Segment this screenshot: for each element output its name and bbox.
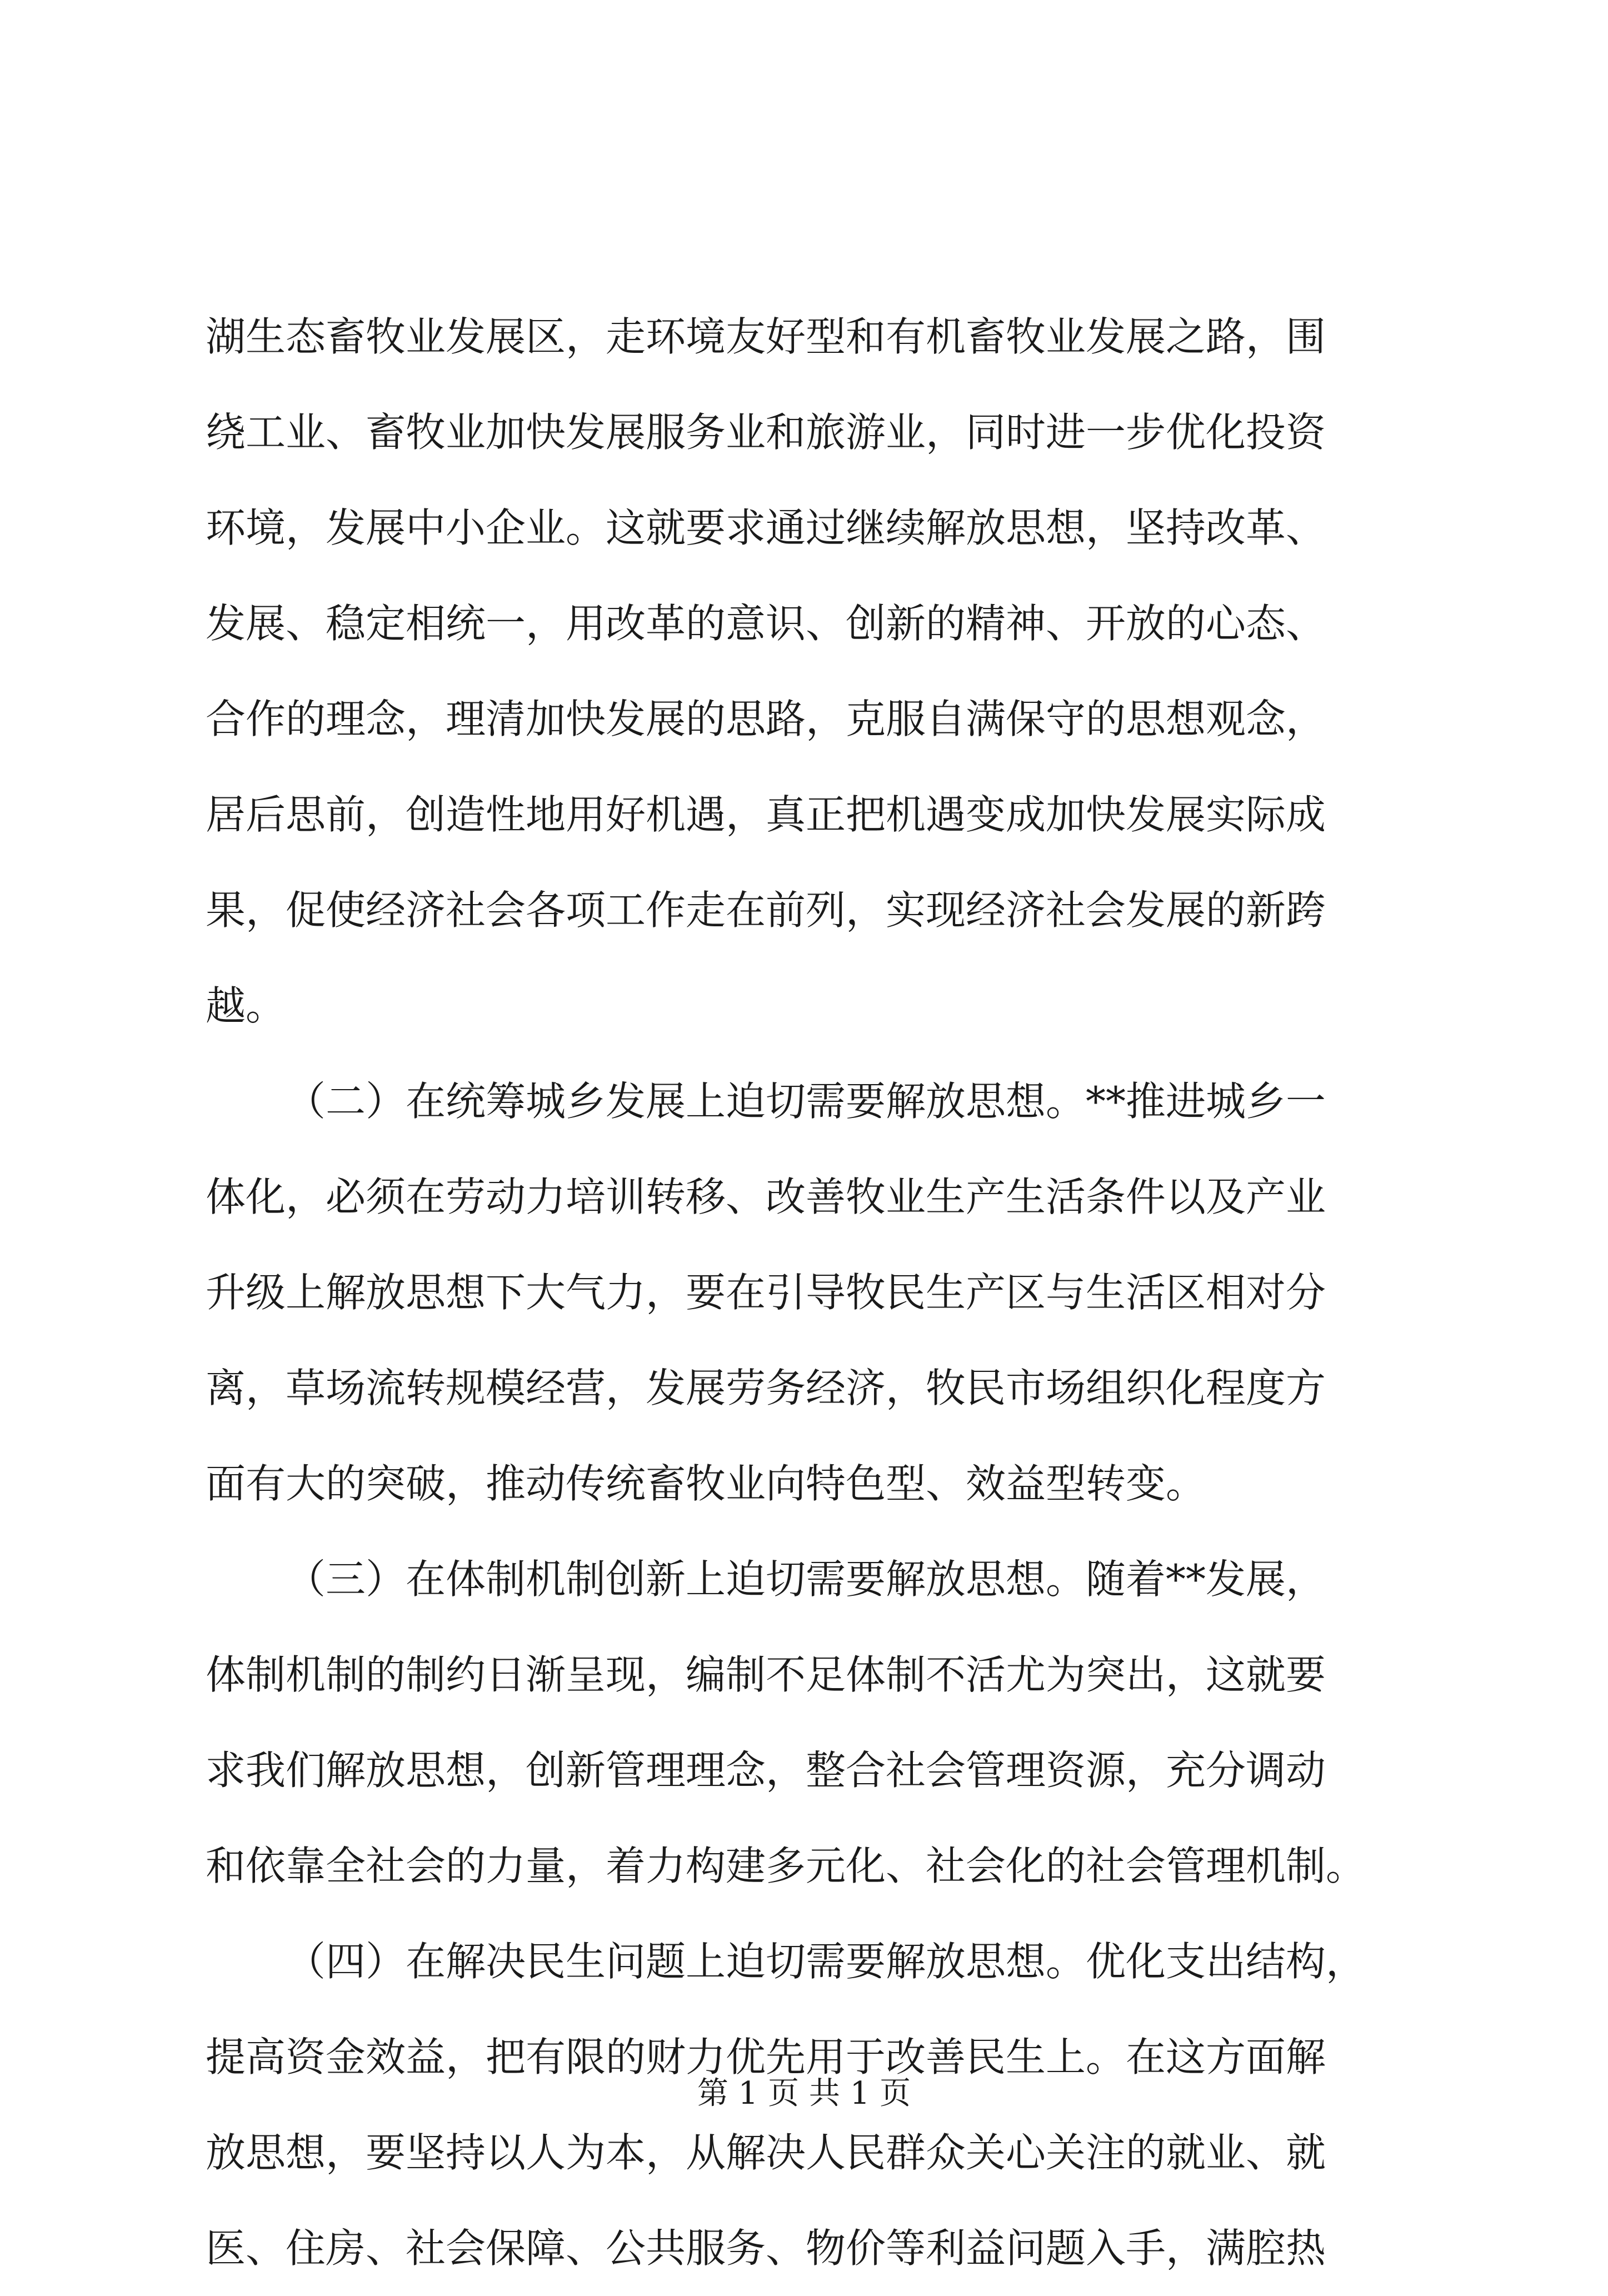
paragraph-4: [206, 1914, 1406, 2009]
paragraph-3-continued: [206, 1627, 1406, 1914]
text-line: 求我们解放思想，创新管理理念，整合社会管理资源，充分调动: [206, 1747, 1326, 1794]
text-line: 和依靠全社会的力量，着力构建多元化、社会化的社会管理机制。: [206, 1843, 1366, 1889]
paragraph-4-continued: [206, 2009, 1406, 2296]
text-line: 越。: [206, 982, 286, 1029]
text-line: 湖生态畜牧业发展区，走环境友好型和有机畜牧业发展之路，围: [206, 313, 1326, 360]
paragraph-3: [206, 1531, 1406, 1627]
text-line: 环境，发展中小企业。这就要求通过继续解放思想，坚持改革、: [206, 505, 1326, 551]
text-line: 合作的理念，理清加快发展的思路，克服自满保守的思想观念，: [206, 696, 1326, 742]
text-line: 面有大的突破，推动传统畜牧业向特色型、效益型转变。: [206, 1460, 1206, 1507]
text-line: 放思想，要坚持以人为本，从解决人民群众关心关注的就业、就: [206, 2129, 1326, 2176]
paragraph-2: [206, 1054, 1406, 1149]
text-line: 果，促使经济社会各项工作走在前列，实现经济社会发展的新跨: [206, 887, 1326, 934]
text-line: 绕工业、畜牧业加快发展服务业和旅游业，同时进一步优化投资: [206, 409, 1326, 456]
text-line: 提高资金效益，把有限的财力优先用于改善民生上。在这方面解: [206, 2034, 1326, 2080]
text-line: 医、住房、社会保障、公共服务、物价等利益问题入手，满腔热: [206, 2225, 1326, 2272]
text-line: （四）在解决民生问题上迫切需要解放思想。优化支出结构，: [286, 1938, 1366, 1985]
paragraph-1: [206, 289, 1406, 1054]
page-number-label: 第 1 页 共 1 页: [697, 2075, 911, 2112]
text-line: 离，草场流转规模经营，发展劳务经济，牧民市场组织化程度方: [206, 1365, 1326, 1411]
page-footer: [0, 2072, 1608, 2116]
text-line: 体化，必须在劳动力培训转移、改善牧业生产生活条件以及产业: [206, 1174, 1326, 1220]
text-line: 体制机制的制约日渐呈现，编制不足体制不活尤为突出，这就要: [206, 1651, 1326, 1698]
document-body: [206, 289, 1406, 2296]
paragraph-2-continued: [206, 1149, 1406, 1531]
text-line: 发展、稳定相统一，用改革的意识、创新的精神、开放的心态、: [206, 600, 1326, 647]
text-line: （三）在体制机制创新上迫切需要解放思想。随着**发展，: [286, 1556, 1326, 1603]
text-line: （二）在统筹城乡发展上迫切需要解放思想。**推进城乡一: [286, 1078, 1326, 1125]
text-line: 居后思前，创造性地用好机遇，真正把机遇变成加快发展实际成: [206, 791, 1326, 838]
text-line: 升级上解放思想下大气力，要在引导牧民生产区与生活区相对分: [206, 1269, 1326, 1316]
